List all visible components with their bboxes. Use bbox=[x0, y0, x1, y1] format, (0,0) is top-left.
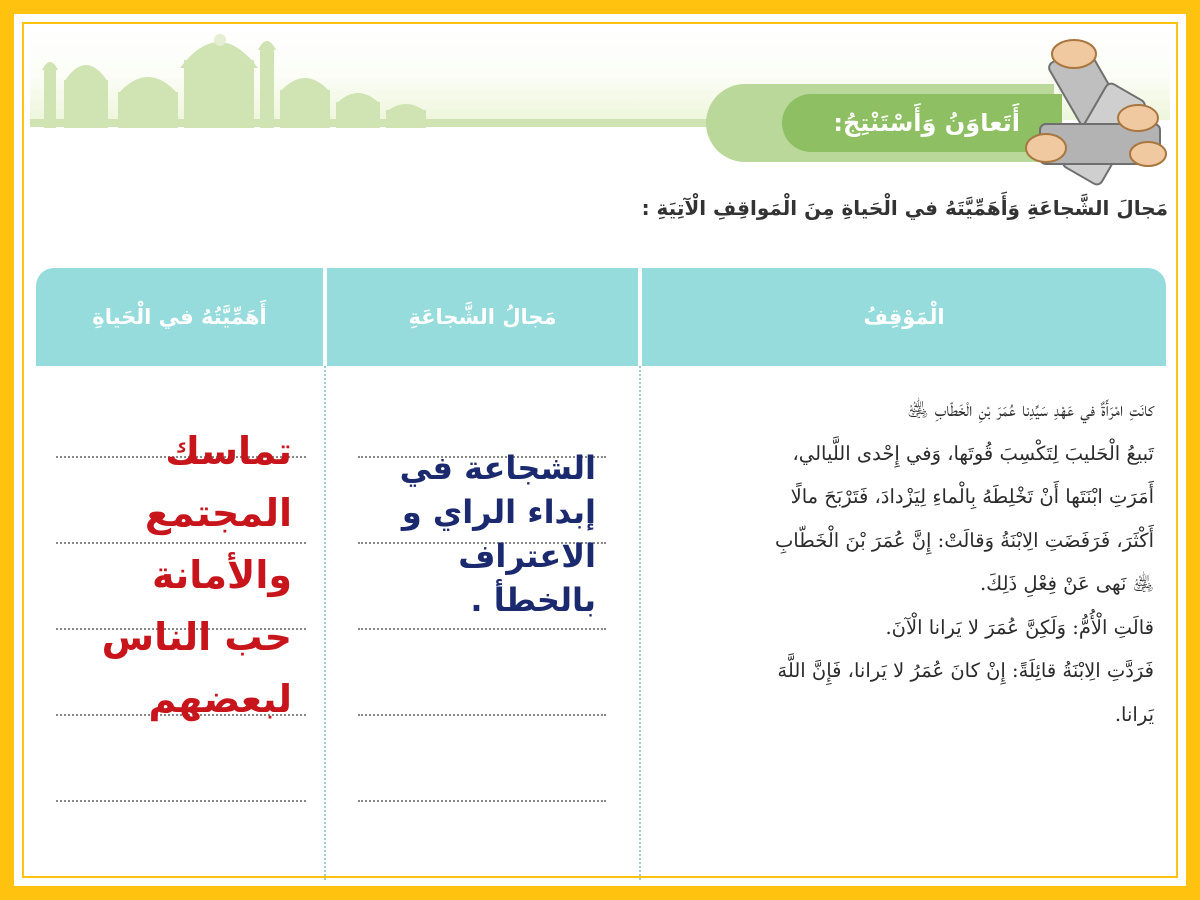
column-header-situation: الْمَوْقِفُ bbox=[642, 268, 1166, 366]
situation-line: كانَتِ امْرَأَةٌ في عَهْدِ سَيِّدِنا عُمَرَ بْنِ الْخَطّابِ ﵁ bbox=[907, 398, 1154, 421]
situation-text bbox=[650, 388, 1154, 868]
section-title: أَتَعاوَنُ وَأَسْتَنْتِجُ: bbox=[833, 109, 1020, 137]
answer-text-line: بالخطأ . bbox=[470, 581, 596, 619]
column-header-courage-field: مَجالُ الشَّجاعَةِ bbox=[327, 268, 638, 366]
situation-line: ﵁ نَهى عَنْ فِعْلِ ذَلِكَ. bbox=[979, 572, 1154, 595]
answer-text-line: والأمانة bbox=[151, 553, 292, 597]
answer-line bbox=[358, 800, 606, 802]
situation-line: تَبيعُ الْحَليبَ لِتَكْسِبَ قُوتَها، وَفي إِحْدى اللَّيالي، bbox=[792, 441, 1154, 465]
situation-line: أَكْثَرَ، فَرَفَضَتِ الِابْنَةُ وَقالَتْ: إِنَّ عُمَرَ بْنَ الْخَطّابِ bbox=[774, 528, 1154, 552]
answer-text-line: الاعتراف bbox=[458, 537, 596, 575]
situation-line: أَمَرَتِ ابْنَتَها أَنْ تَخْلِطَهُ بِالْماءِ لِيَزْدادَ، فَتَرْبَحَ مالًا bbox=[790, 485, 1154, 508]
column-divider bbox=[639, 366, 641, 880]
answer-text-line: المجتمع bbox=[144, 491, 292, 535]
importance-answer bbox=[60, 420, 292, 740]
answer-text-line: إبداء الراي و bbox=[401, 493, 596, 531]
answer-line bbox=[56, 800, 306, 802]
instruction-text: مَجالَ الشَّجاعَةِ وَأَهَمِّيَّتَهُ في الْحَياةِ مِنَ الْمَواقِفِ الْآتِيَةِ : bbox=[641, 196, 1168, 220]
mosque-silhouette-icon bbox=[34, 20, 454, 128]
column-divider bbox=[324, 366, 326, 880]
answer-text-line: الشجاعة في bbox=[399, 449, 596, 487]
answer-text-line: تماسك bbox=[165, 429, 292, 473]
joined-hands-icon bbox=[1020, 28, 1180, 188]
courage-field-answer bbox=[360, 446, 596, 666]
answer-text-line: حب الناس bbox=[101, 615, 292, 659]
situation-line: قالَتِ الْأُمُّ: وَلَكِنَّ عُمَرَ لا يَرانا الْآنَ. bbox=[885, 615, 1154, 639]
answer-text-line: لبعضهم bbox=[148, 677, 292, 721]
answer-line bbox=[358, 714, 606, 716]
situation-line: فَرَدَّتِ الِابْنَةُ قائِلَةً: إِنْ كانَ عُمَرُ لا يَرانا، فَإِنَّ اللَّهَ bbox=[777, 659, 1154, 682]
situation-line: يَرانا. bbox=[1114, 702, 1154, 726]
column-header-importance: أَهَمِّيَّتُهُ في الْحَياةِ bbox=[36, 268, 323, 366]
